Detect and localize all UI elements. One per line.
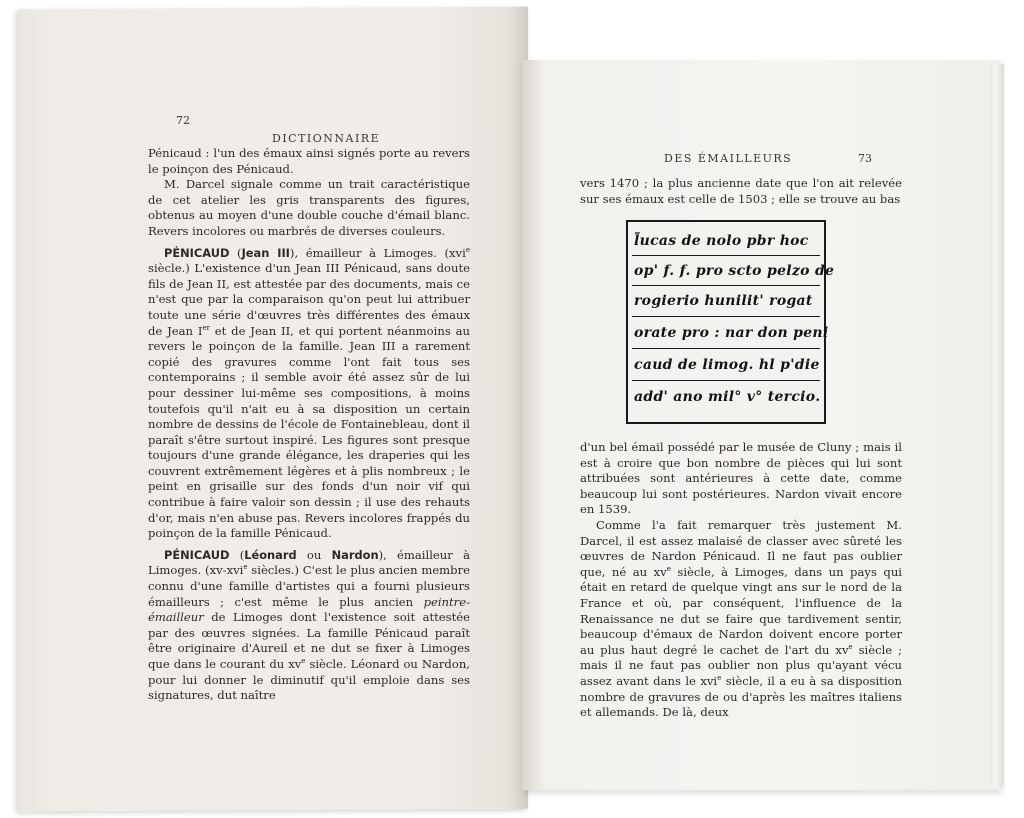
- entry-name: Jean III: [241, 245, 290, 260]
- inscription-rule: [632, 285, 820, 286]
- paragraph: [580, 518, 902, 721]
- superscript: e: [465, 245, 470, 254]
- inscription-facsimile: [626, 220, 835, 424]
- entry-italic: peintre-émailleur: [148, 594, 470, 625]
- inscription-line: op' f. f. pro scto pelzo de: [634, 263, 835, 279]
- paragraph: M. Darcel signale comme un trait caractéristique de cet atelier les gris transparents des figures, obtenus au moyen d'une double couche d'émail blanc. Revers incolores ou marbrés de diverses couleurs.: [148, 177, 470, 238]
- right-page-number: 73: [858, 152, 872, 165]
- inscription-line: caud de limog. hl p'die: [634, 357, 820, 373]
- paragraph-text: Comme l'a fait remarquer très justement M. Darcel, il est assez malaisé de classer avec sûreté les œuvres de Nardon Pénicaud. Il ne faut pas oublier que, né au xv: [580, 517, 902, 579]
- page-stack-edge: [990, 64, 1004, 786]
- right-page-bottom-text: [580, 440, 902, 721]
- entry-text: ), émailleur à Limoges. (xvi: [289, 245, 466, 260]
- superscript: e: [301, 657, 306, 666]
- paragraph-text: siècle, il a eu à sa disposition nombre de gravures de ou d'après les maîtres italiens et allemands. De là, deux: [580, 673, 902, 720]
- entry-penicaud-jean-iii: PÉNICAUD (Jean III), émailleur à Limoges. (xvi$^e$ siècle.) L'existence d'un Jean III Pénicaud, sans doute fils de Jean II, est attestée par des documents, mais ce n'est que par la comparaison qu'on peut lui attribuer toute une série d'œuvres très différentes des émaux de Jean Ier et de Jean II, et qui portent néanmoins au revers le poinçon de la famille. Jean III a rarement copié des gravures comme l'ont fait tous ses contemporains ; il semble avoir été assez sûr de lui pour dessiner lui-même ses compositions, à moins toutefois qu'il n'ait eu à sa disposition un certain nombre de dessins de l'école de Fontainebleau, dont il paraît s'être surtout inspiré. Les figures sont presque toujours d'une grande élégance, les draperies qui les couvrent extrêmement légères et à plis nombreux ; le peint en grisaille sur des fonds d'un noir vif qui contribue à faire valoir son dessin ; il use des rehauts d'or, mais n'en abuse pas. Revers incolores frappés du poinçon de la famille Pénicaud.: [148, 245, 470, 541]
- left-running-head: DICTIONNAIRE: [272, 132, 381, 145]
- inscription-line: l̃ucas de nolo pbr hoc: [634, 233, 809, 249]
- right-running-head: DES ÉMAILLEURS: [664, 152, 793, 165]
- inscription-rule: [632, 380, 820, 381]
- entry-text: siècles.) C'est le plus ancien membre connu d'une famille d'artistes qui a fourni plusieurs émailleurs ; c'est même le plus ancien: [148, 563, 470, 609]
- superscript: e: [848, 642, 853, 651]
- entry-name: Léonard: [244, 547, 297, 562]
- entry-headword: PÉNICAUD: [164, 547, 230, 562]
- paragraph: vers 1470 ; la plus ancienne date que l'on ait relevée sur ses émaux est celle de 1503 ; elle se trouve au bas: [580, 176, 902, 206]
- inscription-line: rogierio hunilit' rogat: [634, 293, 813, 309]
- superscript: er: [202, 323, 210, 332]
- inscription-rule: [632, 255, 820, 256]
- paragraph-text: siècle, à Limoges, dans un pays qui était en retard de quelque vingt ans sur le nord de la France et où, par conséquent, l'influence de la Renaissance ne dut se faire que tardivement sentir, beaucoup d'émaux de Nardon doivent encore porter au plus haut degré le cachet de l'art du xv: [580, 564, 902, 657]
- paragraph: Pénicaud : l'un des émaux ainsi signés porte au revers le poinçon des Pénicaud.: [148, 146, 470, 176]
- entry-name-alt: Nardon: [331, 547, 379, 562]
- right-page-top-text: [580, 176, 902, 207]
- entry-or: ou: [296, 547, 332, 562]
- left-page-text: [148, 146, 470, 704]
- inscription-rule: [632, 316, 820, 317]
- superscript: e: [243, 563, 248, 572]
- entry-text: siècle.) L'existence d'un Jean III Pénicaud, sans doute fils de Jean II, est attestée par des documents, mais ce n'est que par la comparaison qu'on peut lui attribuer toute une série d'œuvres très différentes des émaux de Jean I: [148, 261, 470, 338]
- superscript: e: [717, 674, 722, 683]
- entry-text: et de Jean II, et qui portent néanmoins au revers le poinçon de la famille. Jean III a rarement copié des gravures comme l'ont fait tous ses contemporains ; il semble avoir été assez sûr de lui pour dessiner lui-même ses compositions, à moins toutefois qu'il n'ait eu à sa disposition un certain nombre de dessins de l'école de Fontainebleau, dont il paraît s'être surtout inspiré. Les figures sont presque toujours d'une grande élégance, les draperies qui les couvrent extrêmement légères et à plis nombreux ; le peint en grisaille sur des fonds d'un noir vif qui contribue à faire valoir son dessin ; il use des rehauts d'or, mais n'en abuse pas. Revers incolores frappés du poinçon de la famille Pénicaud.: [148, 323, 470, 541]
- entry-text: ), émailleur à Limoges. (xv-xvi: [148, 547, 470, 578]
- inscription-line: orate pro : nar don peni: [634, 325, 829, 341]
- inscription-rule: [632, 348, 820, 349]
- superscript: e: [666, 564, 671, 573]
- entry-penicaud-leonard: PÉNICAUD (Léonard ou Nardon), émailleur à Limoges. (xv-xvi$^e$ siècles.) C'est le plus ancien membre connu d'une famille d'artistes qui a fourni plusieurs émailleurs ; c'est même le plus ancien peintre-émailleur de Limoges dont l'existence soit attestée par des œuvres signées. La famille Pénicaud paraît être originaire d'Aureil et ne dut se fixer à Limoges que dans le courant du $xv^e$ siècle. Léonard ou Nardon, pour lui donner le diminutif qu'il emploie dans ses signatures, dut naître: [148, 547, 470, 703]
- entry-text: siècle. Léonard ou Nardon, pour lui donner le diminutif qu'il emploie dans ses signatures, dut naître: [148, 657, 470, 703]
- paragraph: d'un bel émail possédé par le musée de Cluny ; mais il est à croire que bon nombre de pièces qui lui sont attribuées sont antérieures à cette date, comme beaucoup lui sont postérieures. Nardon vivait encore en 1539.: [580, 440, 902, 517]
- inscription-line: add' ano mil° v° tercio.: [634, 389, 821, 405]
- entry-headword: PÉNICAUD: [164, 245, 230, 260]
- left-page-number: 72: [176, 114, 190, 127]
- entry-text: de Limoges dont l'existence soit attestée par des œuvres signées. La famille Pénicaud paraît être originaire d'Aureil et ne dut se fixer à Limoges que dans le courant du xv: [148, 610, 470, 671]
- paragraph-text: siècle ; mais il ne faut pas oublier non plus qu'ayant vécu assez avant dans le xvi: [580, 642, 902, 688]
